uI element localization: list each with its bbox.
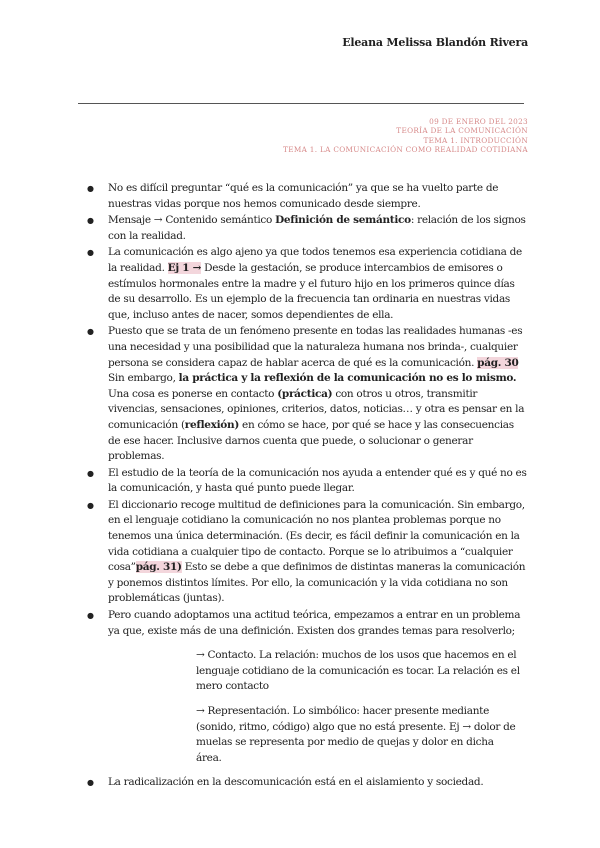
header-meta — [283, 117, 528, 155]
highlight-example: Ej 1 → — [167, 261, 202, 274]
list-item: ● La comunicación es algo ajeno ya que todos tenemos esa experiencia cotidiana de la realidad. Ej 1 → Desde la gestación, se produce intercambios de emisores o estímulos hormonales entre la madre y el futuro hijo en los primeros quince días de su desarrollo. Es un ejemplo de la frecuencia tan ordinaria en nuestras vidas que, incluso antes de nacer, somos dependientes de ella. — [87, 245, 528, 323]
sub-item-representation: → Representación. Lo simbólico: hacer presente mediante (sonido, ritmo, código) algo que no está presente. Ej → dolor de muelas se representa por medio de quejas y dolor en dicha área. — [196, 705, 516, 764]
meta-subject: TEORÍA DE LA COMUNICACIÓN — [396, 126, 528, 136]
list-item: ● Pero cuando adoptamos una actitud teórica, empezamos a entrar en un problema ya que, existe más de una definición. Existen dos grandes temas para resolverlo; → Contacto. La relación: muchos de los usos que hacemos en el lenguaje cotidiano de la comunicación es tocar. La relación es el mero contacto → Representación. Lo simbólico: hacer presente mediante (sonido, ritmo, código) algo que no está presente. Ej → dolor de muelas se representa por medio de quejas y dolor en dicha área. — [87, 608, 528, 766]
list-item: ● Puesto que se trata de un fenómeno presente en todas las realidades humanas -es una necesidad y una posibilidad que la naturaleza humana nos brinda-, cualquier persona se considera capaz de hablar acerca de qué es la comunicación. pág. 30 Sin embargo, la práctica y la reflexión de la comunicación no es lo mismo. Una cosa es ponerse en contacto (práctica) con otros u otros, transmitir vivencias, sensaciones, opiniones, criterios, datos, noticias… y otra es pensar en la comunicación (reflexión) en cómo se hace, por qué se hace y las consecuencias de ese hacer. Inclusive darnos cuenta que puede, o solucionar o generar problemas. — [87, 324, 528, 464]
sub-definitions — [108, 648, 528, 766]
meta-unit: TEMA 1. INTRODUCCIÓN — [423, 135, 528, 145]
bullet-list — [87, 181, 528, 791]
list-item: ● El estudio de la teoría de la comunicación nos ayuda a entender qué es y qué no es la comunicación, y hasta qué punto puede llegar. — [87, 466, 528, 497]
sub-item-contact: → Contacto. La relación: muchos de los usos que hacemos en el lenguaje cotidiano de la comunicación es tocar. La relación es el mero contacto — [196, 649, 520, 693]
list-item: ● El diccionario recoge multitud de definiciones para la comunicación. Sin embargo, en el lenguaje cotidiano la comunicación no nos plantea problemas porque no tenemos una única determinación. (Es decir, es fácil definir la comunicación en la vida cotidiana a cualquier tipo de contacto. Porque se lo atribuimos a “cualquier cosa”pág. 31) Esto se debe a que definimos de distintas maneras la comunicación y ponemos distintos límites. Por ello, la comunicación y la vida cotidiana no son problemáticas (juntas). — [87, 498, 528, 607]
highlight-page-ref: pág. 30 — [477, 356, 519, 369]
bold-term: reflexión) — [184, 418, 240, 431]
list-item: ● La radicalización en la descomunicación está en el aislamiento y sociedad. — [87, 775, 528, 791]
highlight-page-ref: pág. 31) — [135, 561, 182, 574]
header-divider — [78, 103, 524, 104]
author-name: Eleana Melissa Blandón Rivera — [342, 36, 528, 49]
list-item: ● Mensaje → Contenido semántico Definición de semántico: relación de los signos con la realidad. — [87, 213, 528, 244]
bold-term: Definición de semántico — [275, 214, 411, 227]
notes-body — [87, 181, 528, 792]
bold-statement: la práctica y la reflexión de la comunicación no es lo mismo. — [178, 372, 517, 385]
meta-topic: TEMA 1. LA COMUNICACIÓN COMO REALIDAD COTIDIANA — [283, 145, 528, 155]
meta-date: 09 DE ENERO DEL 2023 — [429, 117, 528, 126]
bold-term: (práctica) — [277, 387, 333, 400]
list-item: ● No es difícil preguntar “qué es la comunicación” ya que se ha vuelto parte de nuestras vidas porque nos hemos comunicado desde siempre. — [87, 181, 528, 212]
